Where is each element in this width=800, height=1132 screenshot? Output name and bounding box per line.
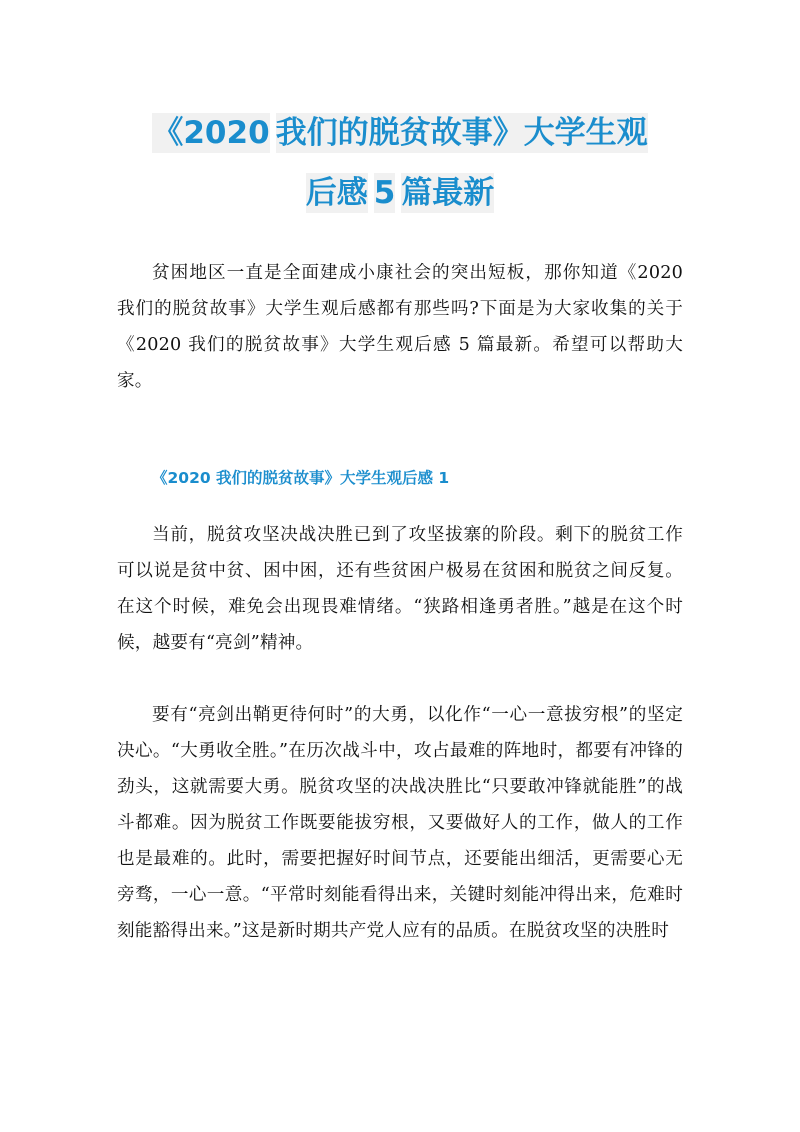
title-segment: 篇最新 bbox=[401, 175, 495, 211]
title-segment: 5 bbox=[373, 175, 396, 211]
intro-paragraph: 贫困地区一直是全面建成小康社会的突出短板，那你知道《2020 我们的脱贫故事》大学生观后感都有那些吗?下面是为大家收集的关于《2020 我们的脱贫故事》大学生观后感 5 篇最新。希望可以帮助大家。 bbox=[117, 263, 683, 391]
title-segment: 后感 bbox=[305, 175, 368, 211]
body-paragraph: 要有“亮剑出鞘更待何时”的大勇，以化作“一心一意拔穷根”的坚定决心。“大勇收全胜。”在历次战斗中，攻占最难的阵地时，都要有冲锋的劲头，这就需要大勇。脱贫攻坚的决战决胜比“只要敢冲锋就能胜”的战斗都难。因为脱贫工作既要能拔穷根，又要做好人的工作，做人的工作也是最难的。此时，需要把握好时间节点，还要能出细活，更需要心无旁骛，一心一意。“平常时刻能看得出来，关键时刻能冲得出来，危难时刻能豁得出来。”这是新时期共产党人应有的品质。在脱贫攻坚的决胜时 bbox=[117, 705, 683, 941]
document-title bbox=[100, 103, 700, 223]
title-segment: 我们的脱贫故事》大学生观 bbox=[275, 115, 648, 151]
title-segment: 《2020 bbox=[152, 115, 270, 151]
body-paragraph: 当前，脱贫攻坚决战决胜已到了攻坚拔寨的阶段。剩下的脱贫工作可以说是贫中贫、困中困，还有些贫困户极易在贫困和脱贫之间反复。在这个时候，难免会出现畏难情绪。“狭路相逢勇者胜。”越是在这个时候，越要有“亮剑”精神。 bbox=[117, 525, 683, 653]
section-heading: 《2020 我们的脱贫故事》大学生观后感 1 bbox=[152, 469, 450, 487]
